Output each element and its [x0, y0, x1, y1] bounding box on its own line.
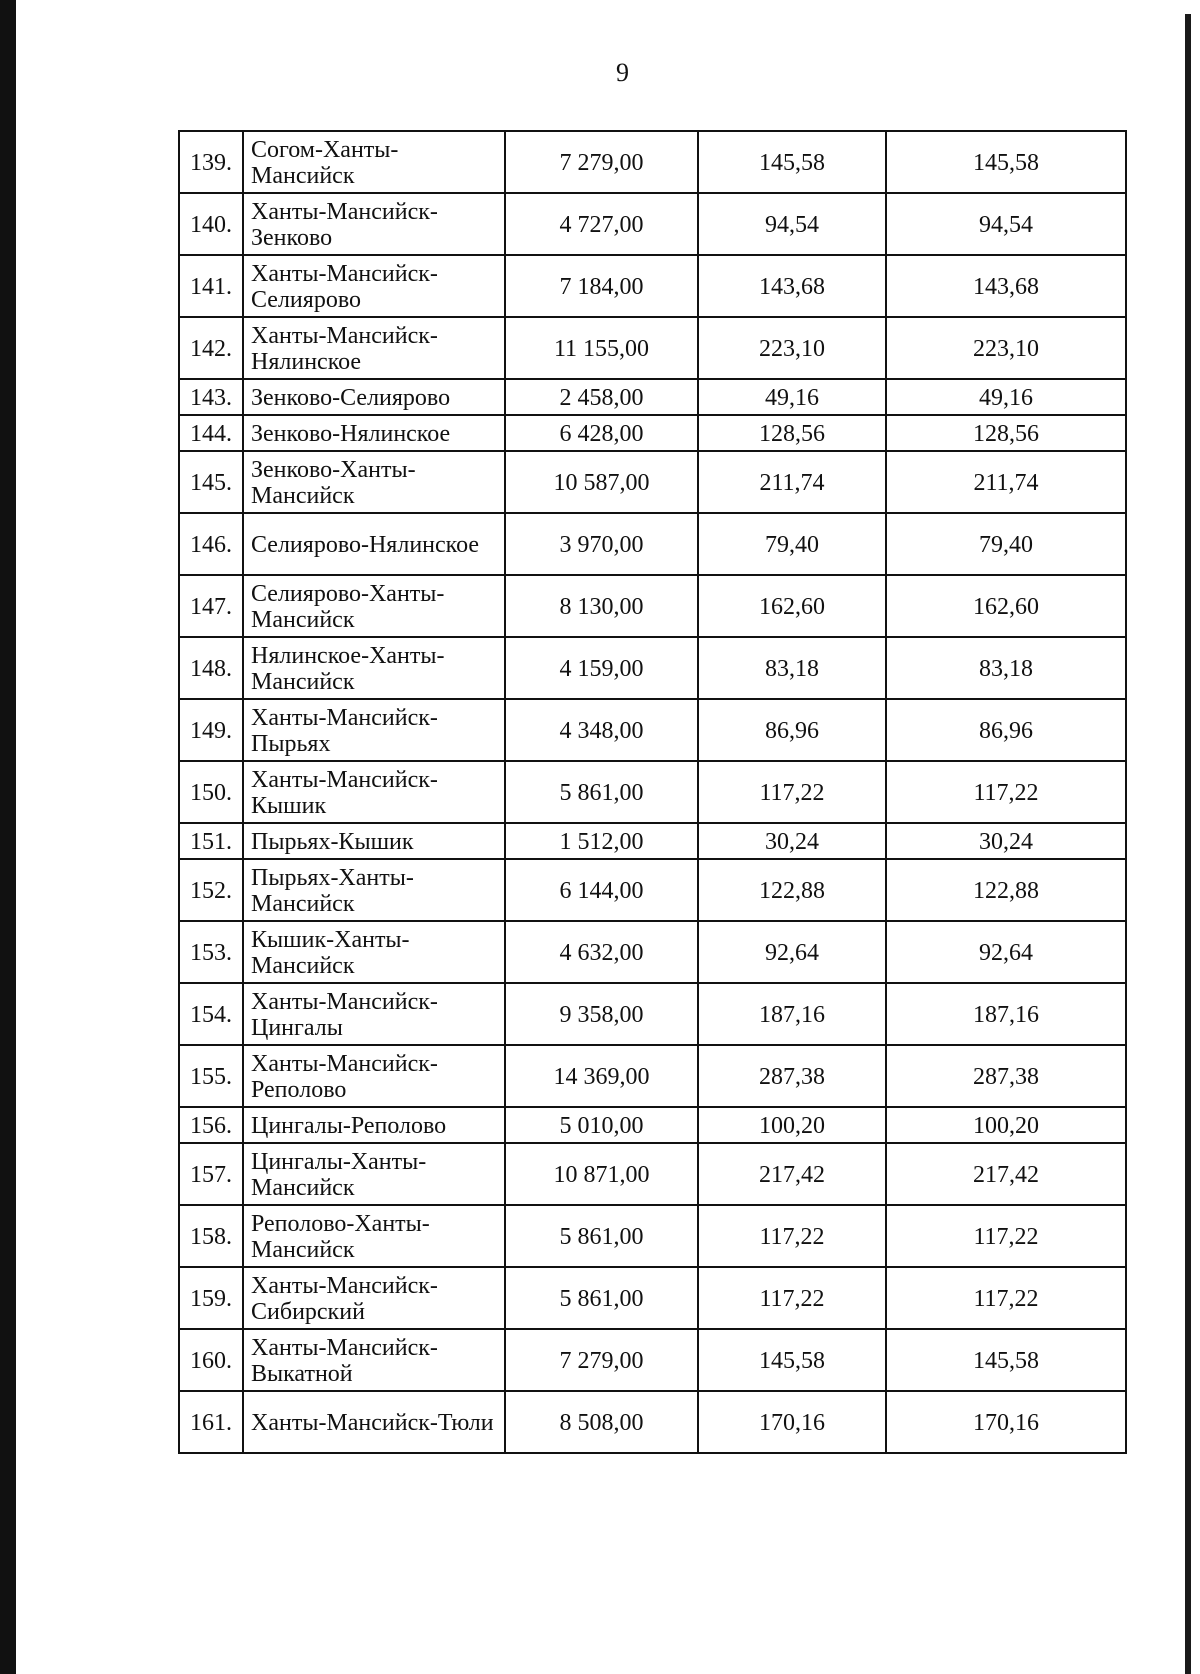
rate-value-1: 145,58	[698, 131, 886, 193]
row-number: 151.	[179, 823, 243, 859]
route-name: Согом-Ханты-Мансийск	[243, 131, 505, 193]
row-number: 159.	[179, 1267, 243, 1329]
route-name: Пырьях-Ханты-Мансийск	[243, 859, 505, 921]
distance-value: 4 159,00	[505, 637, 698, 699]
route-name: Нялинское-Ханты-Мансийск	[243, 637, 505, 699]
distance-value: 7 279,00	[505, 1329, 698, 1391]
row-number: 152.	[179, 859, 243, 921]
table-row	[179, 637, 1126, 699]
table-row	[179, 255, 1126, 317]
route-name: Ханты-Мансийск-Селиярово	[243, 255, 505, 317]
table-row	[179, 131, 1126, 193]
rate-value-2: 100,20	[886, 1107, 1126, 1143]
tariff-table	[178, 130, 1127, 1454]
rate-value-2: 187,16	[886, 983, 1126, 1045]
row-number: 146.	[179, 513, 243, 575]
rate-value-2: 86,96	[886, 699, 1126, 761]
rate-value-1: 162,60	[698, 575, 886, 637]
table-row	[179, 1329, 1126, 1391]
table-row	[179, 921, 1126, 983]
route-name: Селиярово-Ханты-Мансийск	[243, 575, 505, 637]
rate-value-2: 287,38	[886, 1045, 1126, 1107]
distance-value: 5 861,00	[505, 761, 698, 823]
distance-value: 8 130,00	[505, 575, 698, 637]
route-name: Ханты-Мансийск-Реполово	[243, 1045, 505, 1107]
rate-value-2: 211,74	[886, 451, 1126, 513]
route-name: Цингалы-Реполово	[243, 1107, 505, 1143]
table-row	[179, 699, 1126, 761]
route-name: Ханты-Мансийск-Кышик	[243, 761, 505, 823]
table-row	[179, 1143, 1126, 1205]
rate-value-2: 83,18	[886, 637, 1126, 699]
distance-value: 10 871,00	[505, 1143, 698, 1205]
row-number: 156.	[179, 1107, 243, 1143]
route-name: Селиярово-Нялинское	[243, 513, 505, 575]
table-row	[179, 575, 1126, 637]
distance-value: 2 458,00	[505, 379, 698, 415]
row-number: 147.	[179, 575, 243, 637]
rate-value-2: 79,40	[886, 513, 1126, 575]
distance-value: 5 861,00	[505, 1205, 698, 1267]
scan-edge-right	[1185, 14, 1191, 1674]
row-number: 161.	[179, 1391, 243, 1453]
row-number: 145.	[179, 451, 243, 513]
rate-value-2: 162,60	[886, 575, 1126, 637]
tariff-table-container	[178, 130, 1125, 1454]
rate-value-2: 128,56	[886, 415, 1126, 451]
rate-value-2: 143,68	[886, 255, 1126, 317]
rate-value-2: 217,42	[886, 1143, 1126, 1205]
table-row	[179, 415, 1126, 451]
distance-value: 4 632,00	[505, 921, 698, 983]
distance-value: 10 587,00	[505, 451, 698, 513]
route-name: Цингалы-Ханты-Мансийск	[243, 1143, 505, 1205]
rate-value-1: 223,10	[698, 317, 886, 379]
rate-value-2: 117,22	[886, 1205, 1126, 1267]
rate-value-2: 170,16	[886, 1391, 1126, 1453]
route-name: Ханты-Мансийск-Выкатной	[243, 1329, 505, 1391]
row-number: 149.	[179, 699, 243, 761]
rate-value-2: 30,24	[886, 823, 1126, 859]
table-row	[179, 1045, 1126, 1107]
row-number: 141.	[179, 255, 243, 317]
table-row	[179, 513, 1126, 575]
row-number: 143.	[179, 379, 243, 415]
distance-value: 14 369,00	[505, 1045, 698, 1107]
rate-value-1: 117,22	[698, 1205, 886, 1267]
route-name: Ханты-Мансийск-Нялинское	[243, 317, 505, 379]
rate-value-1: 100,20	[698, 1107, 886, 1143]
table-row	[179, 1205, 1126, 1267]
rate-value-1: 94,54	[698, 193, 886, 255]
rate-value-1: 122,88	[698, 859, 886, 921]
route-name: Ханты-Мансийск-Пырьях	[243, 699, 505, 761]
table-row	[179, 761, 1126, 823]
rate-value-1: 117,22	[698, 1267, 886, 1329]
route-name: Зенково-Селиярово	[243, 379, 505, 415]
route-name: Пырьях-Кышик	[243, 823, 505, 859]
rate-value-1: 143,68	[698, 255, 886, 317]
rate-value-1: 49,16	[698, 379, 886, 415]
rate-value-1: 86,96	[698, 699, 886, 761]
route-name: Ханты-Мансийск-Тюли	[243, 1391, 505, 1453]
row-number: 155.	[179, 1045, 243, 1107]
distance-value: 5 861,00	[505, 1267, 698, 1329]
rate-value-2: 117,22	[886, 761, 1126, 823]
page-number: 9	[616, 58, 629, 87]
row-number: 148.	[179, 637, 243, 699]
rate-value-2: 145,58	[886, 1329, 1126, 1391]
distance-value: 11 155,00	[505, 317, 698, 379]
rate-value-1: 83,18	[698, 637, 886, 699]
rate-value-1: 30,24	[698, 823, 886, 859]
route-name: Ханты-Мансийск-Цингалы	[243, 983, 505, 1045]
table-row	[179, 1107, 1126, 1143]
scan-edge-left	[0, 0, 16, 1674]
table-row	[179, 451, 1126, 513]
table-row	[179, 1267, 1126, 1329]
route-name: Ханты-Мансийск-Зенково	[243, 193, 505, 255]
distance-value: 7 279,00	[505, 131, 698, 193]
rate-value-1: 145,58	[698, 1329, 886, 1391]
route-name: Реполово-Ханты-Мансийск	[243, 1205, 505, 1267]
rate-value-2: 223,10	[886, 317, 1126, 379]
rate-value-2: 94,54	[886, 193, 1126, 255]
table-row	[179, 1391, 1126, 1453]
rate-value-2: 145,58	[886, 131, 1126, 193]
distance-value: 9 358,00	[505, 983, 698, 1045]
table-row	[179, 823, 1126, 859]
row-number: 150.	[179, 761, 243, 823]
rate-value-1: 287,38	[698, 1045, 886, 1107]
rate-value-1: 117,22	[698, 761, 886, 823]
distance-value: 1 512,00	[505, 823, 698, 859]
rate-value-2: 122,88	[886, 859, 1126, 921]
rate-value-1: 187,16	[698, 983, 886, 1045]
route-name: Зенково-Нялинское	[243, 415, 505, 451]
tariff-table-body	[179, 131, 1126, 1453]
row-number: 160.	[179, 1329, 243, 1391]
row-number: 144.	[179, 415, 243, 451]
rate-value-1: 217,42	[698, 1143, 886, 1205]
rate-value-1: 128,56	[698, 415, 886, 451]
table-row	[179, 379, 1126, 415]
rate-value-1: 92,64	[698, 921, 886, 983]
table-row	[179, 317, 1126, 379]
rate-value-2: 117,22	[886, 1267, 1126, 1329]
row-number: 142.	[179, 317, 243, 379]
distance-value: 8 508,00	[505, 1391, 698, 1453]
distance-value: 6 428,00	[505, 415, 698, 451]
distance-value: 4 348,00	[505, 699, 698, 761]
rate-value-1: 211,74	[698, 451, 886, 513]
rate-value-1: 170,16	[698, 1391, 886, 1453]
table-row	[179, 193, 1126, 255]
row-number: 158.	[179, 1205, 243, 1267]
distance-value: 3 970,00	[505, 513, 698, 575]
distance-value: 5 010,00	[505, 1107, 698, 1143]
route-name: Кышик-Ханты-Мансийск	[243, 921, 505, 983]
distance-value: 4 727,00	[505, 193, 698, 255]
table-row	[179, 859, 1126, 921]
rate-value-2: 49,16	[886, 379, 1126, 415]
row-number: 157.	[179, 1143, 243, 1205]
row-number: 153.	[179, 921, 243, 983]
row-number: 139.	[179, 131, 243, 193]
row-number: 154.	[179, 983, 243, 1045]
row-number: 140.	[179, 193, 243, 255]
route-name: Зенково-Ханты-Мансийск	[243, 451, 505, 513]
distance-value: 6 144,00	[505, 859, 698, 921]
table-row	[179, 983, 1126, 1045]
rate-value-2: 92,64	[886, 921, 1126, 983]
distance-value: 7 184,00	[505, 255, 698, 317]
route-name: Ханты-Мансийск-Сибирский	[243, 1267, 505, 1329]
rate-value-1: 79,40	[698, 513, 886, 575]
